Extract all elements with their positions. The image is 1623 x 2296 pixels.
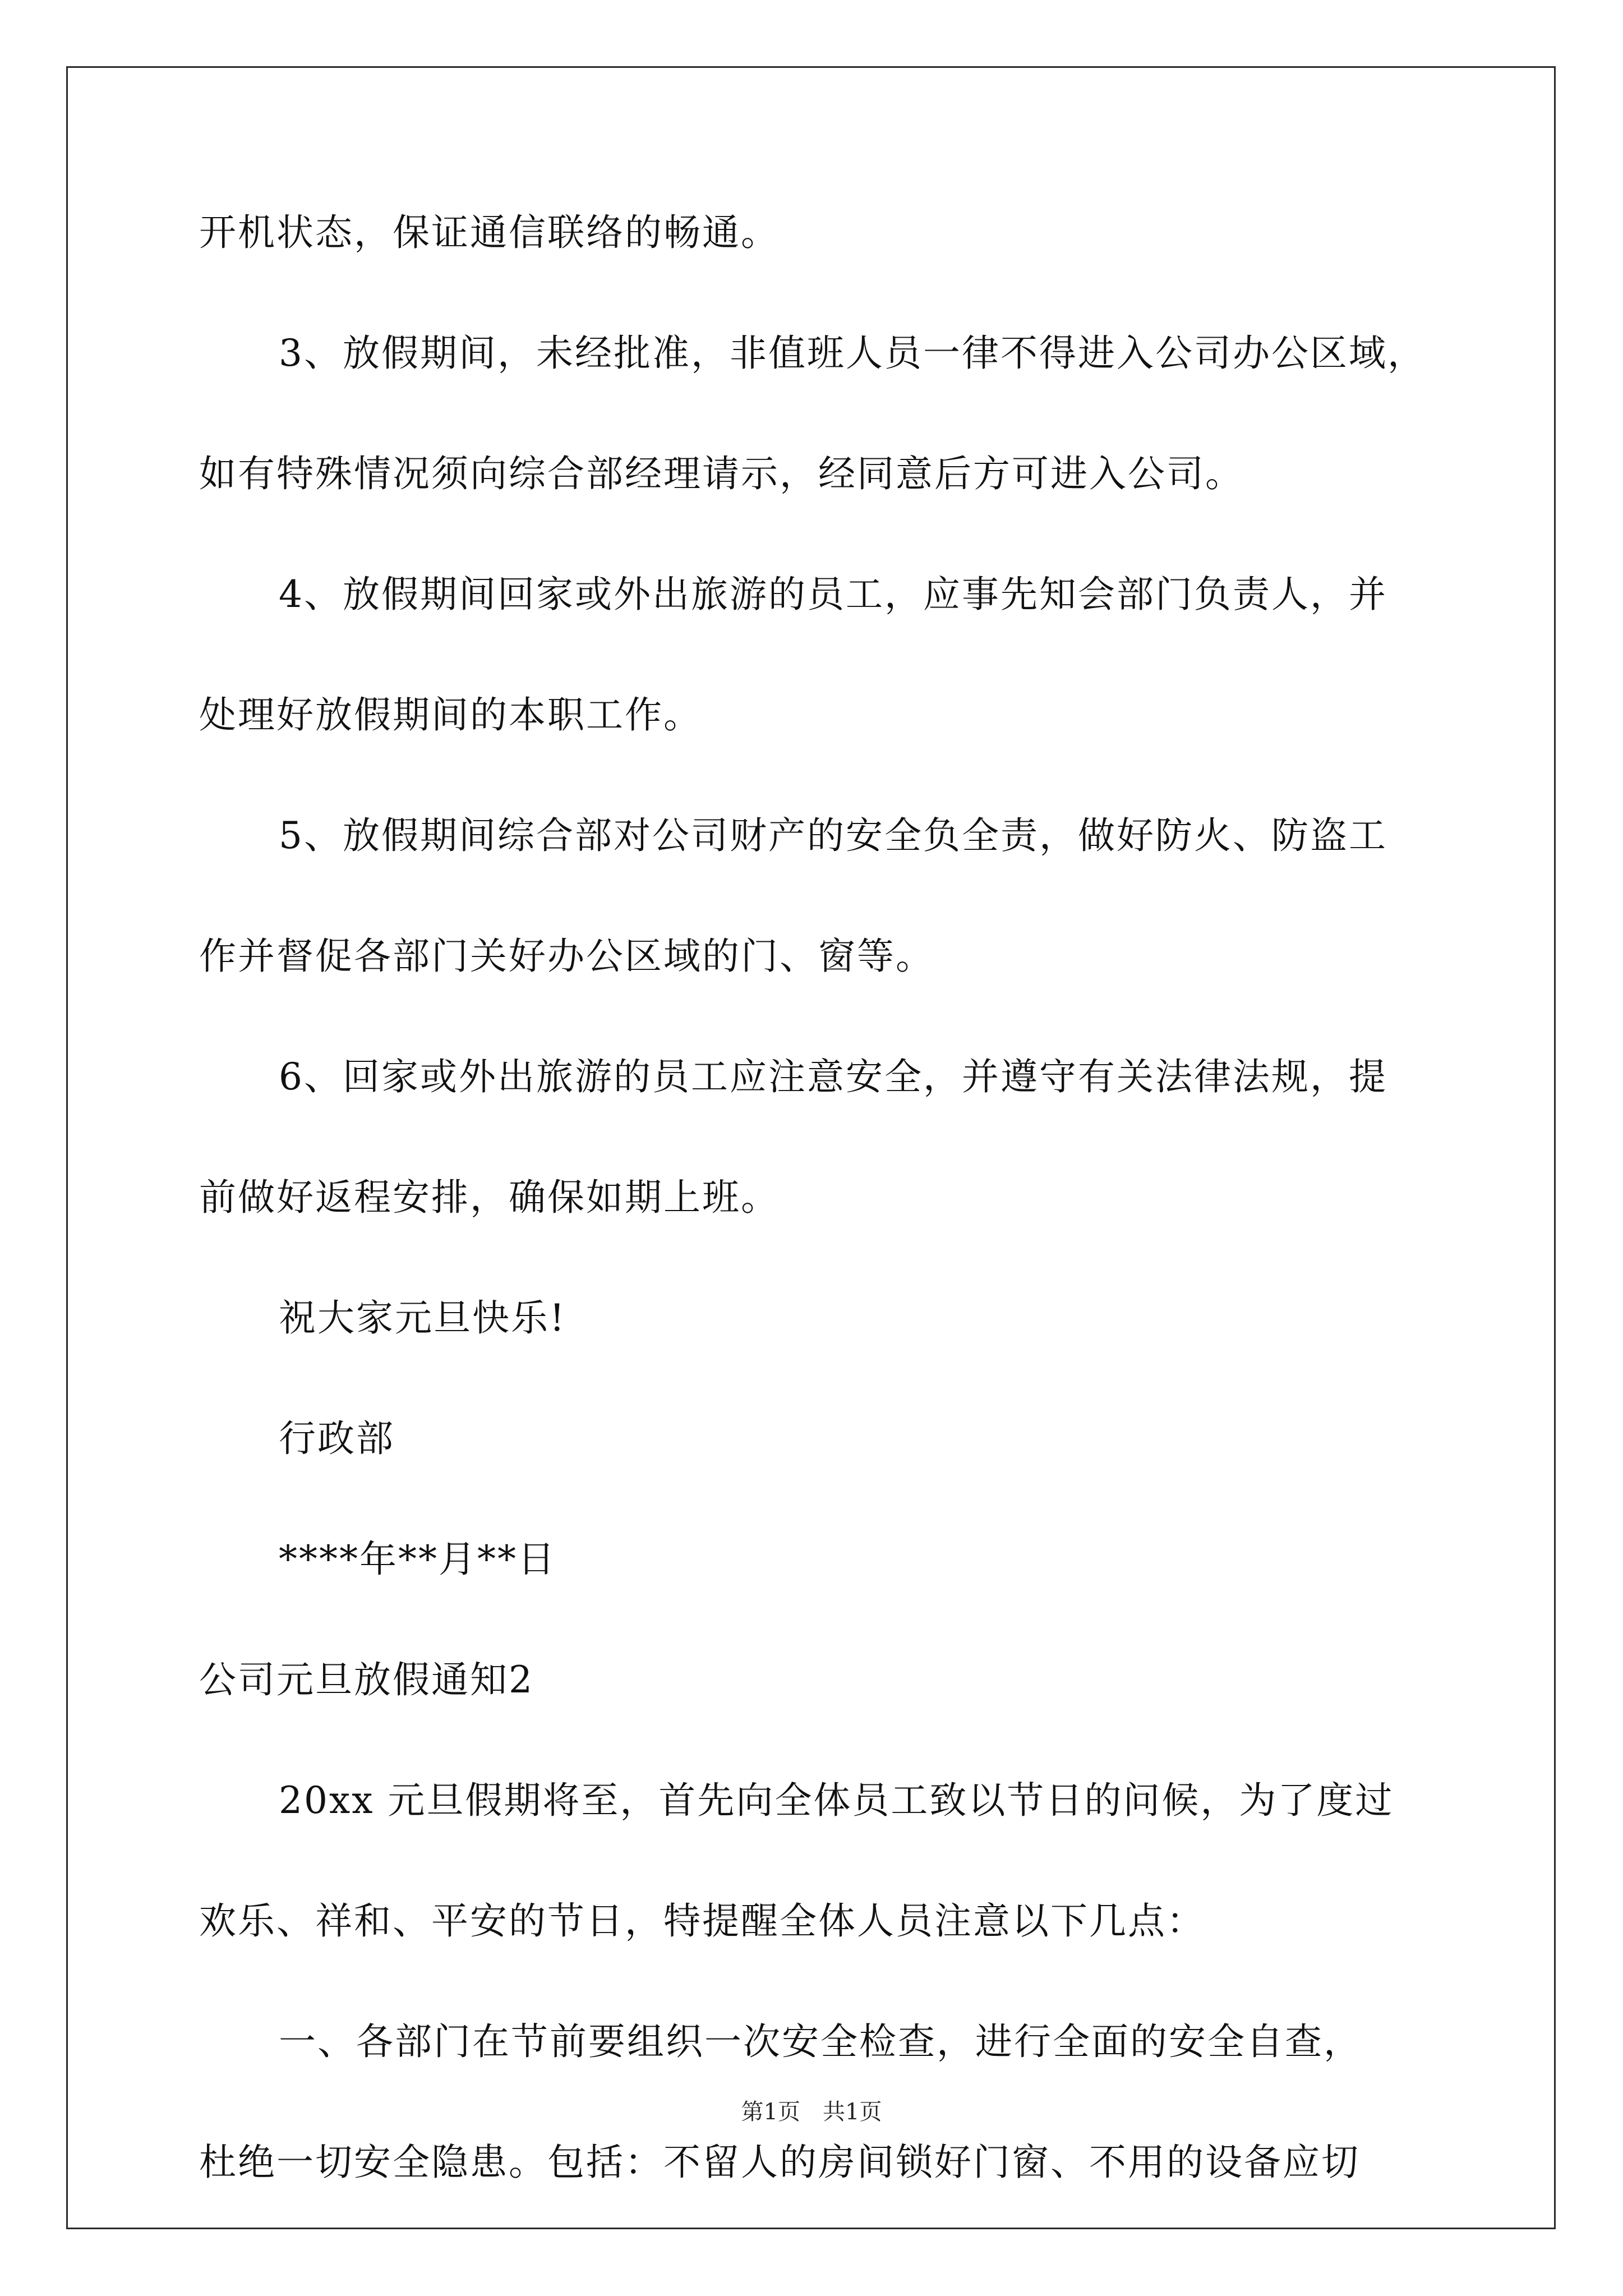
date-line: ****年**月**日 [279,1538,556,1581]
text-line: 4、放假期间回家或外出旅游的员工，应事先知会部门负责人，并 [279,573,1387,616]
section-title: 公司元旦放假通知2 [199,1658,534,1701]
page-footer: 第1页 共1页 [741,2099,882,2125]
text-line: 杜绝一切安全隐患。包括：不留人的房间锁好门窗、不用的设备应切 [199,2141,1360,2184]
text-line: 6、回家或外出旅游的员工应注意安全，并遵守有关法律法规，提 [279,1055,1387,1098]
text-line: 前做好返程安排，确保如期上班。 [199,1176,780,1219]
text-line: 20xx 元旦假期将至，首先向全体员工致以节日的问候，为了度过 [279,1779,1394,1822]
text-line: 一、各部门在节前要组织一次安全检查，进行全面的安全自查， [279,2020,1362,2063]
closing-greeting: 祝大家元旦快乐! [279,1296,566,1340]
text-line: 3、放假期间，未经批准，非值班人员一律不得进入公司办公区域， [279,332,1426,375]
text-line: 如有特殊情况须向综合部经理请示，经同意后方可进入公司。 [199,452,1244,495]
text-line: 处理好放假期间的本职工作。 [199,693,702,737]
text-line: 开机状态，保证通信联络的畅通。 [199,211,780,254]
text-line: 作并督促各部门关好办公区域的门、窗等。 [199,935,934,978]
text-line: 欢乐、祥和、平安的节日，特提醒全体人员注意以下几点： [199,1899,1205,1943]
text-line: 5、放假期间综合部对公司财产的安全负全责，做好防火、防盗工 [279,814,1387,857]
department-signature: 行政部 [279,1417,395,1460]
